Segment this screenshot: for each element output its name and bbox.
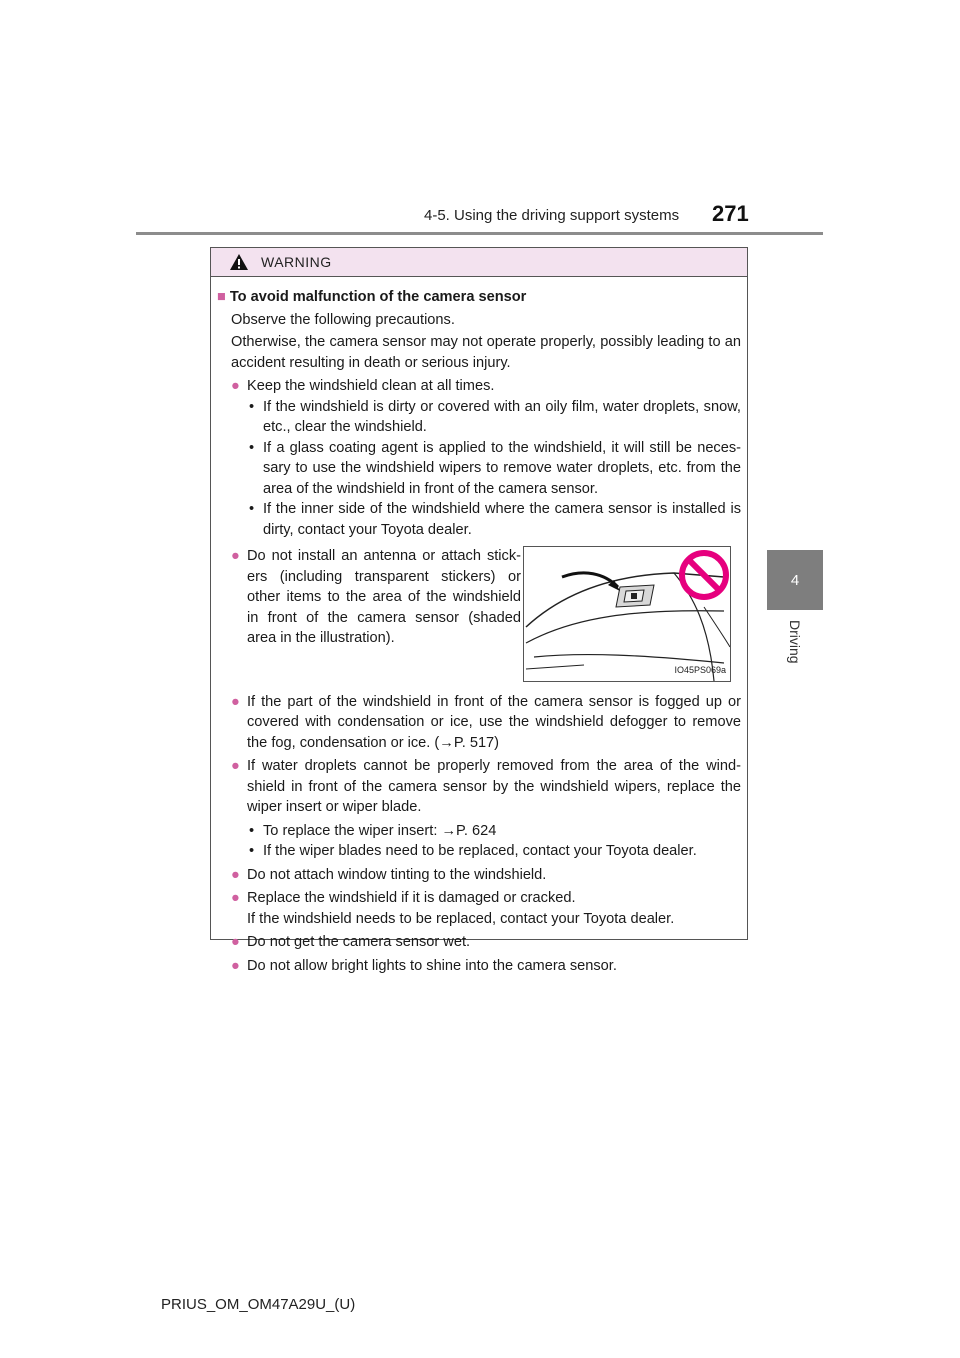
- bullet-dot-icon: ●: [231, 934, 240, 950]
- list-item-text: If the part of the windshield in front of the camera sensor is fogged up or covered with condensation or ice, use the windshield defogger to remove the fog, condensation or ice. (→P. 517): [247, 693, 741, 751]
- document-code: PRIUS_OM_OM47A29U_(U): [161, 1296, 356, 1313]
- list-item: [231, 546, 521, 649]
- list-item-text: Do not allow bright lights to shine into the camera sensor.: [247, 957, 617, 974]
- sub-bullet: •: [249, 501, 255, 517]
- sub-list-item-text: If the windshield is dirty or covered with an oily film, water droplets, snow, etc., clear the windshield.: [263, 398, 741, 435]
- list-item: [231, 692, 741, 754]
- header-section-title: 4-5. Using the driving support systems: [424, 207, 680, 224]
- sub-list-item: [249, 438, 741, 500]
- header-rule: [136, 232, 823, 235]
- chapter-label: Driving: [787, 620, 803, 664]
- warning-title: WARNING: [261, 254, 332, 270]
- warning-body: [211, 277, 747, 976]
- list-item-text: Do not attach window tinting to the windshield.: [247, 866, 547, 883]
- warning-triangle-icon: [229, 253, 249, 271]
- list-item: [231, 956, 741, 977]
- warning-box: [210, 247, 748, 974]
- square-bullet-icon: ■: [217, 289, 226, 305]
- sub-list-item-text: If a glass coating agent is applied to the windshield, it will still be neces-sary to use the windshield wipers to remove water droplets, etc. from the area of the windshield in front of the camera sensor.: [263, 439, 741, 497]
- chapter-tab: 4: [767, 550, 823, 610]
- sub-bullet: •: [249, 843, 255, 859]
- illustrated-item: [217, 546, 741, 675]
- list-item-text-line1: Replace the windshield if it is damaged or cracked.: [247, 890, 576, 906]
- sub-list-item: [249, 841, 741, 862]
- sub-list-item: [249, 499, 741, 540]
- list-item-text: Do not install an antenna or attach stick-ers (including transparent stickers) or other items to the area of the windshield in front of the camera sensor (shaded area in the illustration).: [247, 548, 521, 646]
- list-item-text: [247, 888, 741, 929]
- illustration-code: IO45PS069a: [674, 664, 726, 675]
- list-item: [231, 865, 741, 886]
- section-heading-text: To avoid malfunction of the camera sensor: [229, 289, 527, 305]
- bullet-dot-icon: ●: [231, 758, 240, 774]
- bullet-dot-icon: ●: [231, 957, 240, 974]
- page-number: 271: [712, 201, 749, 226]
- bullet-dot-icon: ●: [231, 548, 240, 564]
- list-item-text-line2: If the windshield needs to be replaced, contact your Toyota dealer.: [247, 910, 675, 927]
- windshield-illustration: [523, 546, 731, 682]
- sub-bullet: •: [249, 439, 255, 456]
- intro-paragraph: Otherwise, the camera sensor may not operate properly, possibly leading to an accident resulting in death or serious injury.: [231, 334, 741, 371]
- sub-list-item: [249, 821, 741, 842]
- bullet-dot-icon: ●: [231, 890, 240, 906]
- list-item: [231, 932, 741, 953]
- sub-list-item-text: To replace the wiper insert: →P. 624: [263, 822, 497, 839]
- list-item-text: If water droplets cannot be properly removed from the area of the wind-shield in front of the camera sensor by the windshield wipers, replace the wiper insert or wiper blade.: [247, 758, 741, 815]
- sub-list-item: [249, 397, 741, 438]
- bullet-dot-icon: ●: [231, 693, 240, 710]
- sub-list-item-text: If the wiper blades need to be replaced, contact your Toyota dealer.: [263, 843, 697, 859]
- section-heading: [217, 287, 741, 308]
- bullet-dot-icon: ●: [231, 866, 240, 883]
- intro-line: Observe the following precautions.: [231, 311, 455, 328]
- list-item: [231, 888, 741, 929]
- bullet-dot-icon: ●: [231, 378, 240, 394]
- list-item: [231, 376, 741, 397]
- list-item-text: Keep the windshield clean at all times.: [247, 378, 495, 394]
- list-item: [231, 756, 741, 818]
- warning-header: [211, 248, 747, 277]
- sub-bullet: •: [249, 398, 255, 415]
- sub-bullet: •: [249, 822, 255, 839]
- list-item-text: Do not get the camera sensor wet.: [247, 934, 471, 950]
- sub-list-item-text: If the inner side of the windshield where the camera sensor is installed is dirty, contact your Toyota dealer.: [263, 501, 741, 538]
